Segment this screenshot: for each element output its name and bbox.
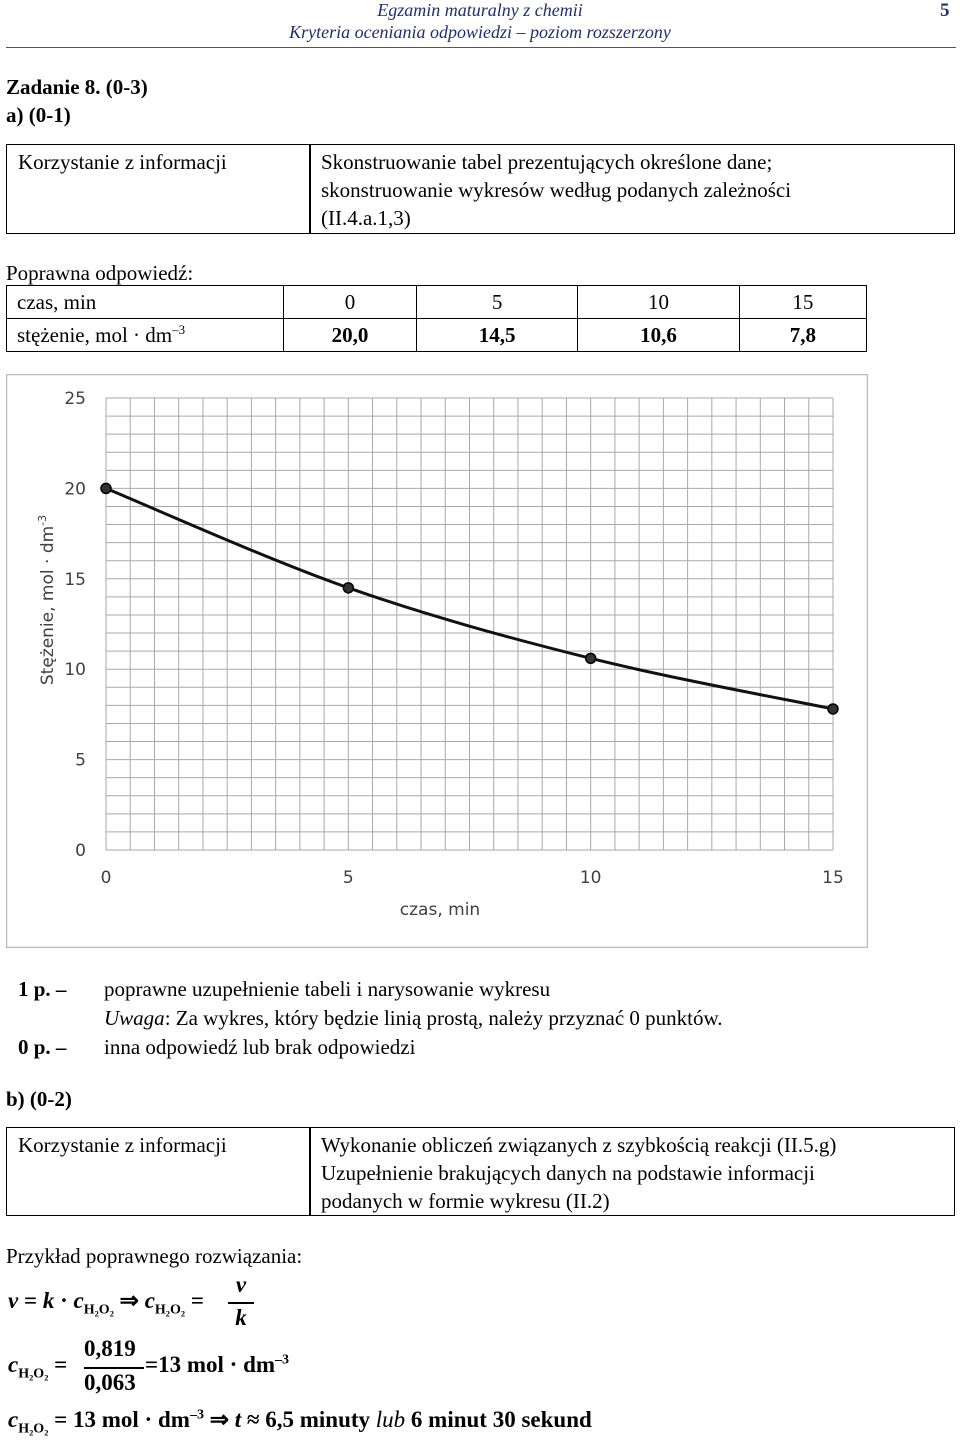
- requirements-box-a: [6, 144, 955, 234]
- data-point: [101, 483, 111, 493]
- eq2-num: 0,819: [84, 1336, 136, 1361]
- eq1-frac-bar: [228, 1302, 254, 1304]
- note-text: : Za wykres, który będzie linią prostą, należy przyznać 0 punktów.: [164, 1006, 723, 1030]
- y-axis-label: [36, 515, 58, 685]
- part-a-text: a) (0-1): [6, 103, 71, 127]
- eq1-k: k: [42, 1288, 55, 1313]
- part-a-label: [6, 101, 71, 129]
- box-b-line3: podanych w formie wykresu (II.2): [321, 1189, 610, 1213]
- answer-label: Poprawna odpowiedź:: [6, 261, 194, 285]
- page-number: 5: [940, 0, 950, 21]
- equation-3: [8, 1407, 592, 1438]
- score-1p: 1 p. –: [18, 977, 67, 1001]
- eq3-tail: 6 minut 30 sekund: [410, 1407, 592, 1432]
- conc-label: stężenie, mol · dm: [17, 323, 173, 347]
- eq3-t: t: [234, 1407, 242, 1432]
- eq2-eq: =: [54, 1352, 68, 1377]
- box-a-line2: skonstruowanie wykresów według podanych zależności: [321, 178, 792, 202]
- chart-frame: [7, 375, 868, 948]
- data-table: [6, 285, 867, 352]
- score-0p: 0 p. –: [18, 1035, 67, 1059]
- example-label: Przykład poprawnego rozwiązania:: [6, 1244, 303, 1268]
- score-1p-text: poprawne uzupełnienie tabeli i narysowanie wykresu: [104, 977, 551, 1001]
- eq2-c: c: [8, 1352, 19, 1377]
- box-a-line1: Skonstruowanie tabel prezentujących określone dane;: [321, 150, 773, 174]
- box-b-line2: Uzupełnienie brakujących danych na podstawie informacji: [321, 1161, 815, 1185]
- table-cell: 15: [739, 286, 866, 319]
- table-cell-label: [7, 319, 284, 352]
- data-point: [343, 583, 353, 593]
- table-cell: 10: [578, 286, 739, 319]
- eq2-result-text: =13 mol · dm: [145, 1352, 276, 1377]
- data-point: [586, 653, 596, 663]
- y-axis-label-text: Stężenie, mol · dm: [38, 525, 58, 686]
- table-cell: 10,6: [578, 319, 739, 352]
- y-tick-label: 20: [64, 479, 86, 500]
- eq3-lub: lub: [375, 1407, 406, 1432]
- note-label: Uwaga: [104, 1006, 165, 1030]
- conc-exp: –3: [172, 322, 186, 337]
- eq2-frac-bar: [84, 1367, 144, 1369]
- data-point: [828, 704, 838, 714]
- y-axis-label-exp: -3: [36, 514, 49, 526]
- table-row: [7, 286, 867, 319]
- requirements-box-b: [6, 1127, 955, 1216]
- table-cell: 14,5: [417, 319, 578, 352]
- table-cell: 0: [284, 286, 417, 319]
- y-tick-label: 25: [64, 389, 86, 409]
- box-a-line3: (II.4.a.1,3): [321, 206, 411, 230]
- box-b-line1: Wykonanie obliczeń związanych z szybkością reakcji (II.5.g): [321, 1133, 837, 1157]
- y-tick-label: 5: [75, 750, 86, 771]
- eq3-implies: ⇒: [209, 1407, 229, 1432]
- header-subtitle: Kryteria oceniania odpowiedzi – poziom rozszerzony: [289, 22, 671, 42]
- y-tick-label: 0: [75, 841, 86, 861]
- eq1-frac-num: v: [235, 1272, 247, 1297]
- x-axis-label: czas, min: [399, 900, 481, 920]
- part-b-label: b) (0-2): [6, 1087, 72, 1111]
- equation-2: [8, 1352, 67, 1383]
- table-cell: 20,0: [284, 319, 417, 352]
- eq3-rest: ≈ 6,5 minuty: [246, 1407, 371, 1432]
- eq1-c: c: [73, 1288, 84, 1313]
- eq3-lhs: = 13 mol · dm: [54, 1407, 190, 1432]
- task-title: Zadanie 8. (0-3): [6, 75, 148, 99]
- x-tick-label: 0: [100, 868, 112, 888]
- table-cell: czas, min: [7, 286, 284, 319]
- eq1-frac-den: k: [235, 1305, 247, 1330]
- eq2-den: 0,063: [84, 1370, 136, 1395]
- eq1-dot: ·: [60, 1288, 68, 1313]
- table-row: [7, 319, 867, 352]
- table-cell: 7,8: [739, 319, 866, 352]
- eq1-sub: H₂O₂: [83, 1302, 114, 1318]
- eq1-eq2: =: [190, 1288, 204, 1313]
- box-b-divider: [309, 1128, 311, 1215]
- eq1-eq: =: [23, 1288, 38, 1313]
- equation-1: [8, 1288, 204, 1319]
- eq2-result: [145, 1352, 289, 1378]
- box-a-divider: [309, 145, 311, 233]
- eq1-c2: c: [144, 1288, 155, 1313]
- score-note: [104, 1004, 723, 1032]
- eq3-sub: H₂O₂: [18, 1421, 49, 1437]
- eq1-sub2: H₂O₂: [154, 1302, 186, 1318]
- box-b-left: Korzystanie z informacji: [18, 1133, 227, 1157]
- x-tick-label: 5: [342, 868, 354, 888]
- eq1-implies: ⇒: [119, 1288, 139, 1313]
- eq3-exp: –3: [189, 1407, 204, 1423]
- y-tick-label: 10: [64, 660, 86, 681]
- box-a-left: Korzystanie z informacji: [18, 150, 227, 174]
- header-rule: [6, 47, 956, 48]
- x-tick-label: 10: [579, 868, 602, 888]
- eq2-sub: H₂O₂: [18, 1366, 49, 1382]
- header-title: Egzamin maturalny z chemii: [377, 0, 583, 20]
- eq3-c: c: [8, 1407, 19, 1432]
- table-cell: 5: [417, 286, 578, 319]
- x-tick-label: 15: [822, 868, 844, 888]
- score-0p-text: inna odpowiedź lub brak odpowiedzi: [104, 1035, 416, 1059]
- y-tick-label: 15: [64, 569, 86, 590]
- eq1-v: v: [8, 1288, 19, 1313]
- eq2-exp: –3: [275, 1352, 290, 1368]
- concentration-chart: [6, 374, 868, 948]
